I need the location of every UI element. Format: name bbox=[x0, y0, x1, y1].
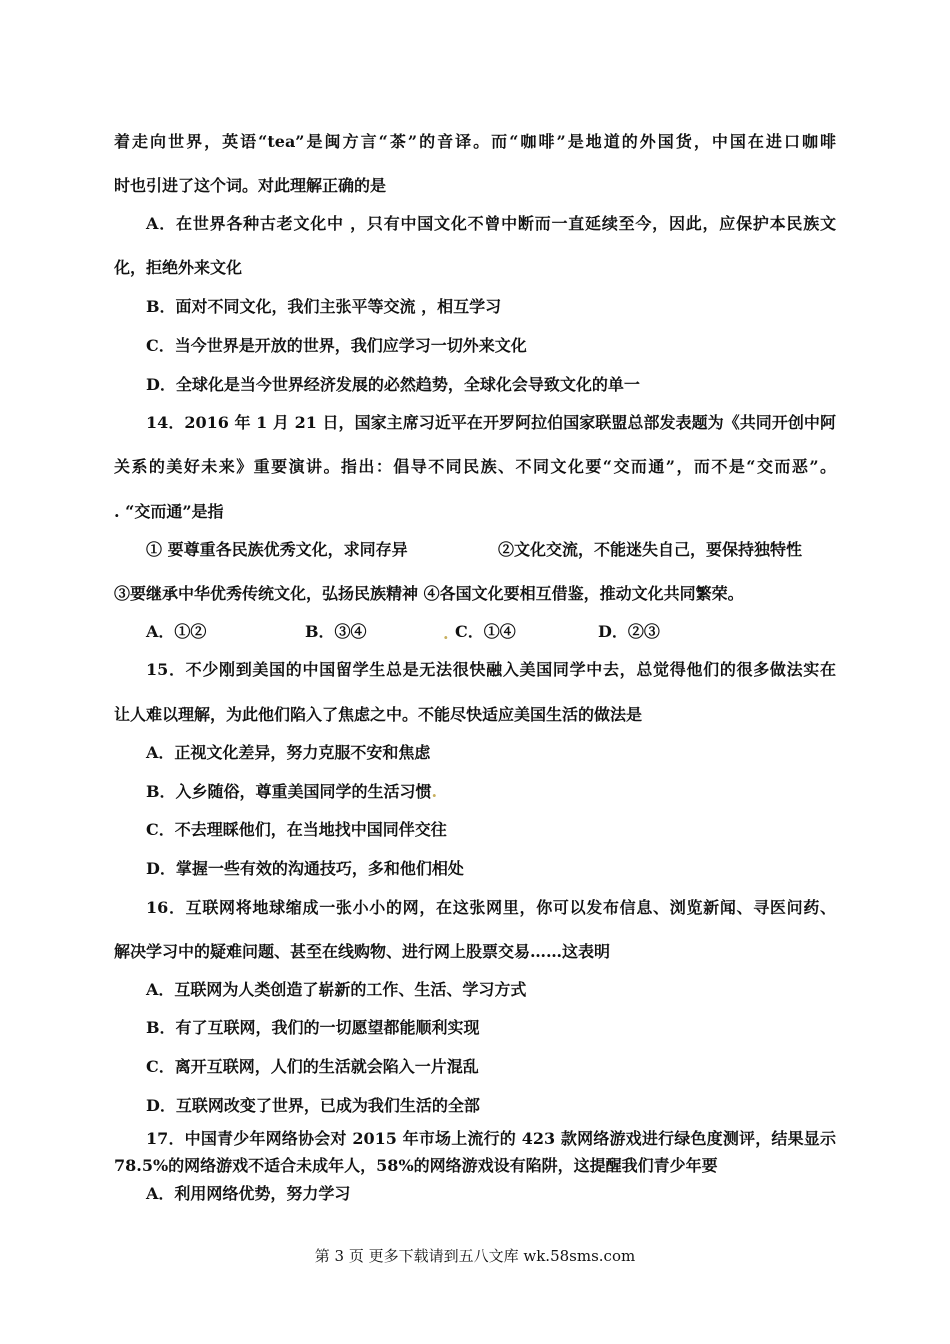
q14-stray-dot: . bbox=[443, 624, 449, 643]
q15-option-b: B．入乡随俗，尊重美国同学的生活习惯 bbox=[146, 782, 432, 801]
q13-option-a-line-1: A．在世界各种古老文化中 ，只有中国文化不曾中断而一直延续至今，因此，应保护本民族文 bbox=[146, 214, 836, 233]
q15-option-a: A．正视文化差异，努力克服不安和焦虑 bbox=[146, 743, 431, 762]
page-footer: 第 3 页 更多下载请到五八文库 wk.58sms.com bbox=[314, 1247, 636, 1265]
q16-option-c: C．离开互联网，人们的生活就会陷入一片混乱 bbox=[146, 1057, 479, 1076]
q15-option-b-wrap bbox=[146, 782, 437, 802]
q14-option-c: C．①④ bbox=[455, 622, 516, 641]
q14-item-2: ②文化交流，不能迷失自己，要保持独特性 bbox=[498, 540, 803, 559]
q16-option-b: B．有了互联网，我们的一切愿望都能顺利实现 bbox=[146, 1018, 480, 1037]
q13-stem-line-1: 着走向世界，英语“tea”是闽方言“茶”的音译。而“咖啡”是地道的外国货，中国在进口咖啡 bbox=[114, 132, 836, 151]
q16-option-d: D．互联网改变了世界，已成为我们生活的全部 bbox=[146, 1096, 480, 1115]
q16-stem-line-2: 解决学习中的疑难问题、甚至在线购物、进行网上股票交易……这表明 bbox=[114, 942, 611, 961]
q13-option-c: C．当今世界是开放的世界，我们应学习一切外来文化 bbox=[146, 336, 527, 355]
q13-option-b: B．面对不同文化，我们主张平等交流 ，相互学习 bbox=[146, 297, 502, 316]
q15-option-d: D．掌握一些有效的沟通技巧，多和他们相处 bbox=[146, 859, 464, 878]
q14-stem-line-2: 关系的美好未来》重要演讲。指出：倡导不同民族、不同文化要“交而通”，而不是“交而恶”。 bbox=[114, 457, 836, 476]
q13-option-a-line-2: 化，拒绝外来文化 bbox=[114, 258, 243, 277]
q15-option-c: C．不去理睬他们，在当地找中国同伴交往 bbox=[146, 820, 447, 839]
q14-option-a: A．①② bbox=[146, 622, 207, 641]
q16-stem-line-1: 16．互联网将地球缩成一张小小的网，在这张网里，你可以发布信息、浏览新闻、寻医问药、 bbox=[146, 898, 836, 917]
q15-stray-dot: . bbox=[431, 782, 438, 801]
q15-stem-line-2: 让人难以理解，为此他们陷入了焦虑之中。不能尽快适应美国生活的做法是 bbox=[114, 705, 643, 724]
q14-option-b: B．③④ bbox=[305, 622, 367, 641]
q14-stem-line-1: 14．2016 年 1 月 21 日，国家主席习近平在开罗阿拉伯国家联盟总部发表题为《共同开创中阿 bbox=[146, 413, 836, 432]
q13-stem-line-2: 时也引进了这个词。对此理解正确的是 bbox=[114, 176, 387, 195]
q16-option-a: A．互联网为人类创造了崭新的工作、生活、学习方式 bbox=[146, 980, 527, 999]
q13-option-d: D．全球化是当今世界经济发展的必然趋势，全球化会导致文化的单一 bbox=[146, 375, 640, 394]
q15-stem-line-1: 15．不少刚到美国的中国留学生总是无法很快融入美国同学中去，总觉得他们的很多做法实在 bbox=[146, 660, 836, 679]
q14-stem-line-3: . “交而通”是指 bbox=[114, 502, 224, 521]
q17-stem-line-2: 78.5%的网络游戏不适合未成年人，58%的网络游戏设有陷阱，这提醒我们青少年要 bbox=[114, 1156, 718, 1175]
q14-item-1: ① 要尊重各民族优秀文化，求同存异 bbox=[146, 540, 408, 559]
q14-items-3-4: ③要继承中华优秀传统文化，弘扬民族精神 ④各国文化要相互借鉴，推动文化共同繁荣。 bbox=[114, 584, 744, 603]
q14-option-d: D．②③ bbox=[598, 622, 660, 641]
q17-stem-line-1: 17．中国青少年网络协会对 2015 年市场上流行的 423 款网络游戏进行绿色度测评，结果显示 bbox=[146, 1129, 836, 1148]
q17-option-a: A．利用网络优势，努力学习 bbox=[146, 1184, 351, 1203]
